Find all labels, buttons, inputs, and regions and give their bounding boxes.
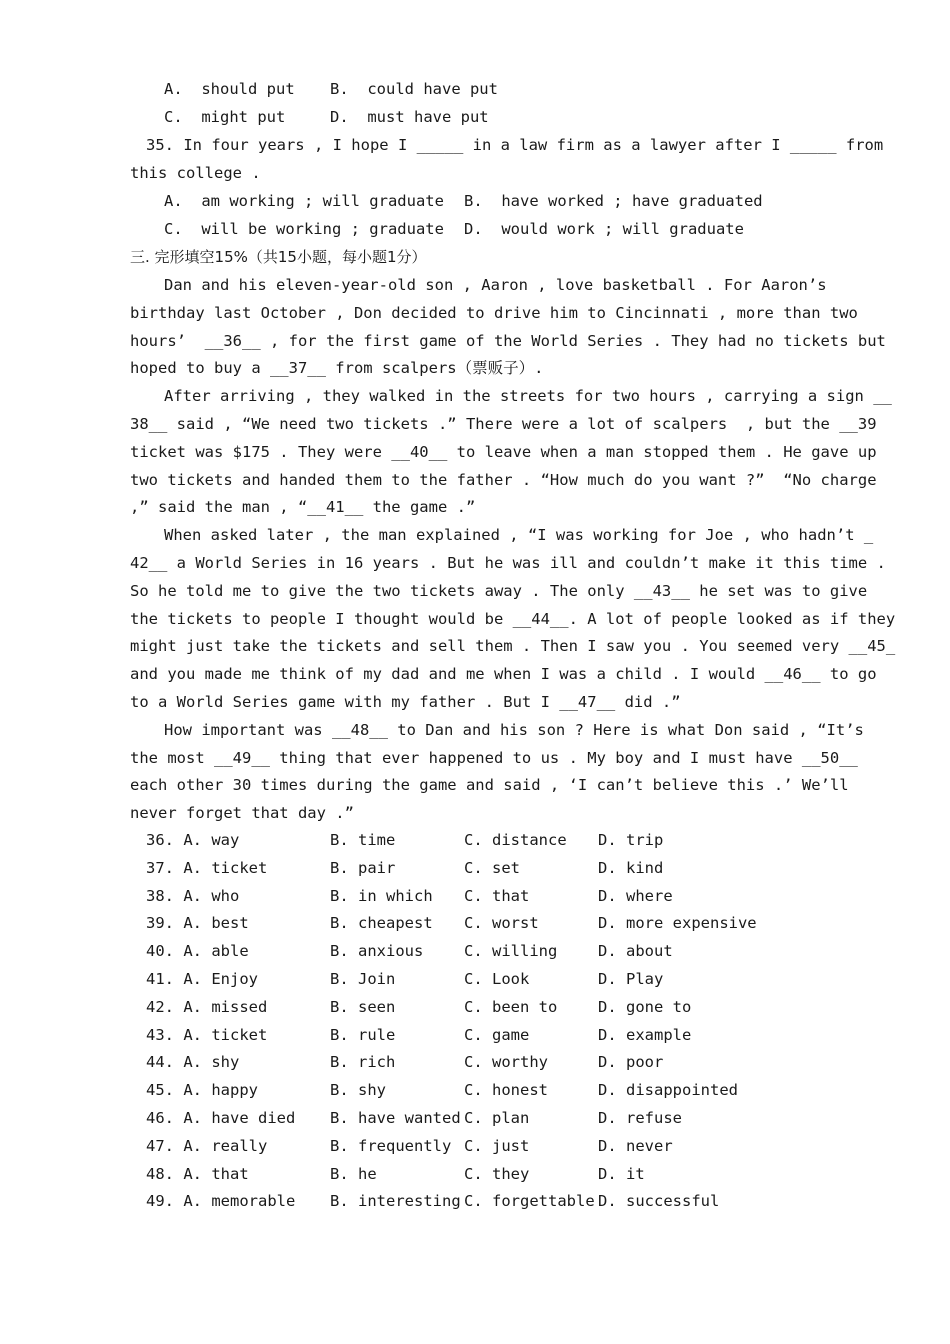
q35-option-c: C. will be working ; graduate	[164, 220, 444, 238]
option-d: D. Play	[598, 970, 664, 988]
question-number-option-a: 47. A. really	[146, 1136, 268, 1155]
option-c: C. worst	[464, 914, 539, 933]
option-d: D. refuse	[598, 1109, 682, 1127]
q35-option-b: B. have worked ; have graduated	[464, 192, 763, 210]
question-number-option-a: 40. A. able	[146, 942, 249, 961]
question-row	[146, 993, 846, 1021]
q34-option-a: A. should put	[164, 80, 295, 98]
option-c: C. honest	[464, 1081, 548, 1100]
passage-line: never forget that day .”	[130, 804, 354, 823]
option-d: D. disappointed	[598, 1081, 738, 1100]
question-number-option-a: 43. A. ticket	[146, 1025, 268, 1044]
option-d: D. kind	[598, 858, 664, 877]
option-b: B. cheapest	[330, 914, 433, 933]
passage-line: the tickets to people I thought would be __44__. A lot of people looked as if they	[130, 609, 896, 628]
passage-line: Dan and his eleven-year-old son , Aaron , love basketball . For Aaron’s	[164, 276, 827, 294]
option-d: D. poor	[598, 1053, 664, 1072]
option-d: D. example	[598, 1025, 692, 1044]
option-c: C. they	[464, 1164, 530, 1183]
question-row	[146, 1132, 846, 1160]
passage-line: birthday last October , Don decided to drive him to Cincinnati , more than two	[130, 303, 858, 322]
q34-option-d: D. must have put	[330, 108, 489, 126]
question-number-option-a: 46. A. have died	[146, 1109, 296, 1127]
passage-line: ,” said the man , “__41__ the game .”	[130, 498, 476, 517]
q35-stem-line2: this college .	[130, 164, 261, 182]
passage-line: to a World Series game with my father . But I __47__ did .”	[130, 693, 681, 711]
question-row	[146, 826, 846, 854]
option-b: B. interesting	[330, 1192, 461, 1211]
question-row	[146, 854, 846, 882]
option-c: C. set	[464, 858, 520, 877]
passage-line: hours’ __36__ , for the first game of the World Series . They had no tickets but	[130, 331, 886, 350]
option-d: D. gone to	[598, 997, 692, 1016]
question-number-option-a: 36. A. way	[146, 831, 240, 849]
option-c: C. that	[464, 886, 530, 905]
option-d: D. trip	[598, 831, 664, 849]
passage-line: After arriving , they walked in the streets for two hours , carrying a sign __	[164, 387, 892, 406]
passage-line: each other 30 times during the game and said , ‘I can’t believe this .’ We’ll	[130, 776, 849, 795]
question-row	[146, 1104, 846, 1132]
option-c: C. just	[464, 1136, 530, 1155]
option-d: D. never	[598, 1136, 673, 1155]
q35-option-a: A. am working ; will graduate	[164, 192, 444, 210]
question-row	[146, 882, 846, 910]
option-c: C. plan	[464, 1109, 530, 1127]
question-number-option-a: 48. A. that	[146, 1164, 249, 1183]
question-number-option-a: 39. A. best	[146, 914, 249, 933]
option-d: D. it	[598, 1164, 645, 1183]
passage-line: hoped to buy a __37__ from scalpers（票贩子）.	[130, 359, 544, 378]
option-b: B. have wanted	[330, 1109, 461, 1127]
section-heading: 三. 完形填空15%（共15小题，每小题1分）	[130, 248, 427, 266]
question-row	[146, 1187, 846, 1215]
option-c: C. forgettable	[464, 1192, 595, 1211]
question-row	[146, 1160, 846, 1188]
passage-line: When asked later , the man explained , “I was working for Joe , who hadn’t _	[164, 526, 874, 545]
option-b: B. frequently	[330, 1136, 452, 1155]
q35-option-d: D. would work ; will graduate	[464, 220, 744, 238]
option-d: D. more expensive	[598, 914, 757, 933]
option-c: C. willing	[464, 942, 558, 961]
option-b: B. time	[330, 831, 396, 849]
question-number-option-a: 42. A. missed	[146, 997, 268, 1016]
question-number-option-a: 44. A. shy	[146, 1053, 240, 1072]
option-b: B. shy	[330, 1081, 386, 1100]
option-d: D. successful	[598, 1192, 720, 1211]
option-d: D. where	[598, 886, 673, 905]
passage-line: So he told me to give the two tickets away . The only __43__ he set was to give	[130, 581, 868, 600]
passage-line: 42__ a World Series in 16 years . But he was ill and couldn’t make it this time .	[130, 554, 886, 572]
passage-line: 38__ said , “We need two tickets .” There were a lot of scalpers , but the __39	[130, 415, 877, 433]
passage-line: How important was __48__ to Dan and his son ? Here is what Don said , “It’s	[164, 720, 864, 739]
q35-stem-line1: 35. In four years , I hope I _____ in a law firm as a lawyer after I _____ from	[146, 136, 884, 154]
option-c: C. game	[464, 1025, 530, 1044]
option-b: B. in which	[330, 886, 433, 905]
option-b: B. rule	[330, 1025, 396, 1044]
passage-line: might just take the tickets and sell them . Then I saw you . You seemed very __45_	[130, 637, 896, 656]
question-number-option-a: 37. A. ticket	[146, 858, 268, 877]
question-row	[146, 965, 846, 993]
question-number-option-a: 41. A. Enjoy	[146, 970, 258, 988]
option-b: B. anxious	[330, 942, 424, 961]
option-b: B. seen	[330, 997, 396, 1016]
option-b: B. rich	[330, 1053, 396, 1072]
q34-option-b: B. could have put	[330, 80, 498, 98]
option-b: B. Join	[330, 970, 396, 988]
question-row	[146, 937, 846, 965]
question-number-option-a: 38. A. who	[146, 886, 240, 905]
question-number-option-a: 49. A. memorable	[146, 1192, 296, 1211]
q34-option-c: C. might put	[164, 108, 286, 126]
option-c: C. been to	[464, 997, 558, 1016]
option-d: D. about	[598, 942, 673, 961]
question-row	[146, 909, 846, 937]
passage-line: and you made me think of my dad and me when I was a child . I would __46__ to go	[130, 665, 877, 684]
question-row	[146, 1021, 846, 1049]
question-number-option-a: 45. A. happy	[146, 1081, 258, 1100]
option-c: C. distance	[464, 831, 567, 849]
option-c: C. Look	[464, 970, 530, 988]
question-row	[146, 1048, 846, 1076]
question-row	[146, 1076, 846, 1104]
passage-line: the most __49__ thing that ever happened to us . My boy and I must have __50__	[130, 748, 858, 767]
option-b: B. pair	[330, 858, 396, 877]
option-c: C. worthy	[464, 1053, 548, 1072]
option-b: B. he	[330, 1164, 377, 1183]
passage-line: ticket was $175 . They were __40__ to leave when a man stopped them . He gave up	[130, 442, 877, 461]
passage-line: two tickets and handed them to the father . “How much do you want ?” “No charge	[130, 470, 877, 489]
